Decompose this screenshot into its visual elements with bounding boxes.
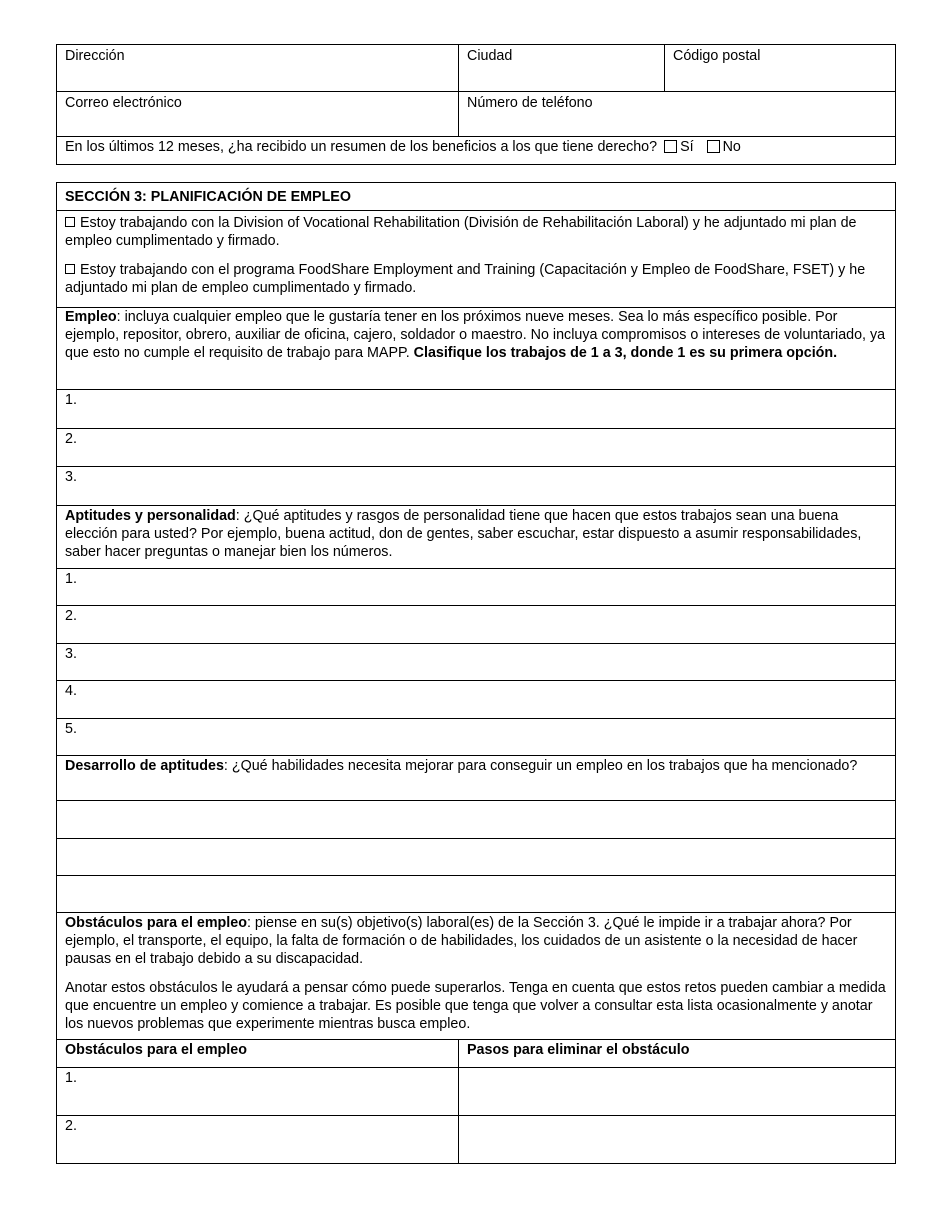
- yes-label: Sí: [680, 139, 694, 155]
- employment-text: : incluya cualquier empleo que le gustaría tener en los próximos nueve meses. Sea lo más específico posible. Por ejemplo, repositor, obrero, auxiliar de oficina, cajero, soldador o maestro. No incluya compromisos o intereses de voluntariado, ya que esto no cumple el requisito de trabajo para MAPP.: [65, 309, 886, 361]
- steps-column-header: Pasos para eliminar el obstáculo: [459, 1040, 896, 1068]
- program-options: [57, 211, 896, 308]
- row-number: 4.: [65, 683, 77, 699]
- development-row-3[interactable]: [57, 876, 896, 913]
- skills-row-1[interactable]: [57, 569, 896, 606]
- row-number: 2.: [65, 431, 77, 447]
- fset-checkbox[interactable]: [65, 264, 75, 274]
- skills-row-5[interactable]: [57, 719, 896, 756]
- development-text: : ¿Qué habilidades necesita mejorar para conseguir un empleo en los trabajos que ha mencionado?: [223, 758, 858, 774]
- skills-instructions: [57, 506, 896, 569]
- obstacles-heading: Obstáculos para el empleo: [65, 915, 247, 931]
- skills-row-3[interactable]: [57, 644, 896, 681]
- obstacles-text: : piense en su(s) objetivo(s) laboral(es) de la Sección 3. ¿Qué le impide ir a trabajar ahora? Por ejemplo, el transporte, el equipo, la falta de formación o de habilidades, los cuidados de un asistente o la necesidad de hacer pausas en el trabajo debido a su discapacidad.: [65, 915, 858, 967]
- employment-planning-table: [56, 182, 896, 1164]
- employment-emphasis: Clasifique los trabajos de 1 a 3, donde 1 es su primera opción.: [413, 345, 838, 361]
- city-field[interactable]: [459, 45, 665, 92]
- dvr-option-text: Estoy trabajando con la Division of Vocational Rehabilitation (División de Rehabilitación Laboral) y he adjuntado mi plan de empleo cumplimentado y firmado.: [65, 215, 857, 249]
- row-number: 1.: [65, 392, 77, 408]
- skills-row-2[interactable]: [57, 606, 896, 644]
- row-number: 3.: [65, 469, 77, 485]
- fset-option-text: Estoy trabajando con el programa FoodShare Employment and Training (Capacitación y Empleo de FoodShare, FSET) y he adjuntado mi plan de empleo cumplimentado y firmado.: [65, 262, 866, 296]
- obstacles-instructions: [57, 913, 896, 1040]
- steps-row-1[interactable]: [459, 1068, 896, 1116]
- phone-field[interactable]: [459, 92, 896, 137]
- row-number: 2.: [65, 1118, 77, 1134]
- yes-checkbox[interactable]: [664, 140, 677, 153]
- benefits-summary-row: [57, 137, 896, 165]
- obstacles-note: Anotar estos obstáculos le ayudará a pensar cómo puede superarlos. Tenga en cuenta que estos retos pueden cambiar a medida que encuentre un empleo y comience a trabajar. Es posible que tenga que volver a consultar esta lista ocasionalmente y anotar los nuevos problemas que experimente mientras busca empleo.: [65, 980, 886, 1032]
- skills-text: : ¿Qué aptitudes y rasgos de personalidad tiene que hacen que estos trabajos sean una buena elección para usted? Por ejemplo, buena actitud, don de gentes, saber escuchar, estar dispuesto a asumir responsabilidades, saber hacer preguntas o manejar bien los números.: [65, 508, 862, 560]
- dvr-checkbox[interactable]: [65, 217, 75, 227]
- skills-row-4[interactable]: [57, 681, 896, 719]
- email-label: Correo electrónico: [65, 95, 182, 111]
- employment-heading: Empleo: [65, 309, 117, 325]
- phone-label: Número de teléfono: [467, 95, 593, 111]
- employment-row-1[interactable]: [57, 390, 896, 429]
- steps-row-2[interactable]: [459, 1116, 896, 1164]
- development-row-1[interactable]: [57, 801, 896, 839]
- row-number: 1.: [65, 571, 77, 587]
- obstacle-row-2[interactable]: [57, 1116, 459, 1164]
- no-label: No: [722, 139, 741, 155]
- development-instructions: [57, 756, 896, 801]
- employment-row-3[interactable]: [57, 467, 896, 506]
- address-label: Dirección: [65, 48, 125, 64]
- development-row-2[interactable]: [57, 839, 896, 876]
- development-heading: Desarrollo de aptitudes: [65, 758, 224, 774]
- zip-label: Código postal: [673, 48, 761, 64]
- address-field[interactable]: [57, 45, 459, 92]
- employment-row-2[interactable]: [57, 429, 896, 467]
- no-checkbox[interactable]: [707, 140, 720, 153]
- row-number: 3.: [65, 646, 77, 662]
- obstacle-row-1[interactable]: [57, 1068, 459, 1116]
- zip-field[interactable]: [665, 45, 896, 92]
- obstacles-column-header: Obstáculos para el empleo: [57, 1040, 459, 1068]
- row-number: 5.: [65, 721, 77, 737]
- employment-instructions: [57, 308, 896, 390]
- city-label: Ciudad: [467, 48, 513, 64]
- benefits-summary-question: En los últimos 12 meses, ¿ha recibido un resumen de los beneficios a los que tiene derecho?: [65, 139, 658, 155]
- skills-heading: Aptitudes y personalidad: [65, 508, 236, 524]
- row-number: 1.: [65, 1070, 77, 1086]
- section-title: SECCIÓN 3: PLANIFICACIÓN DE EMPLEO: [57, 183, 896, 211]
- contact-info-table: [56, 44, 896, 165]
- row-number: 2.: [65, 608, 77, 624]
- email-field[interactable]: [57, 92, 459, 137]
